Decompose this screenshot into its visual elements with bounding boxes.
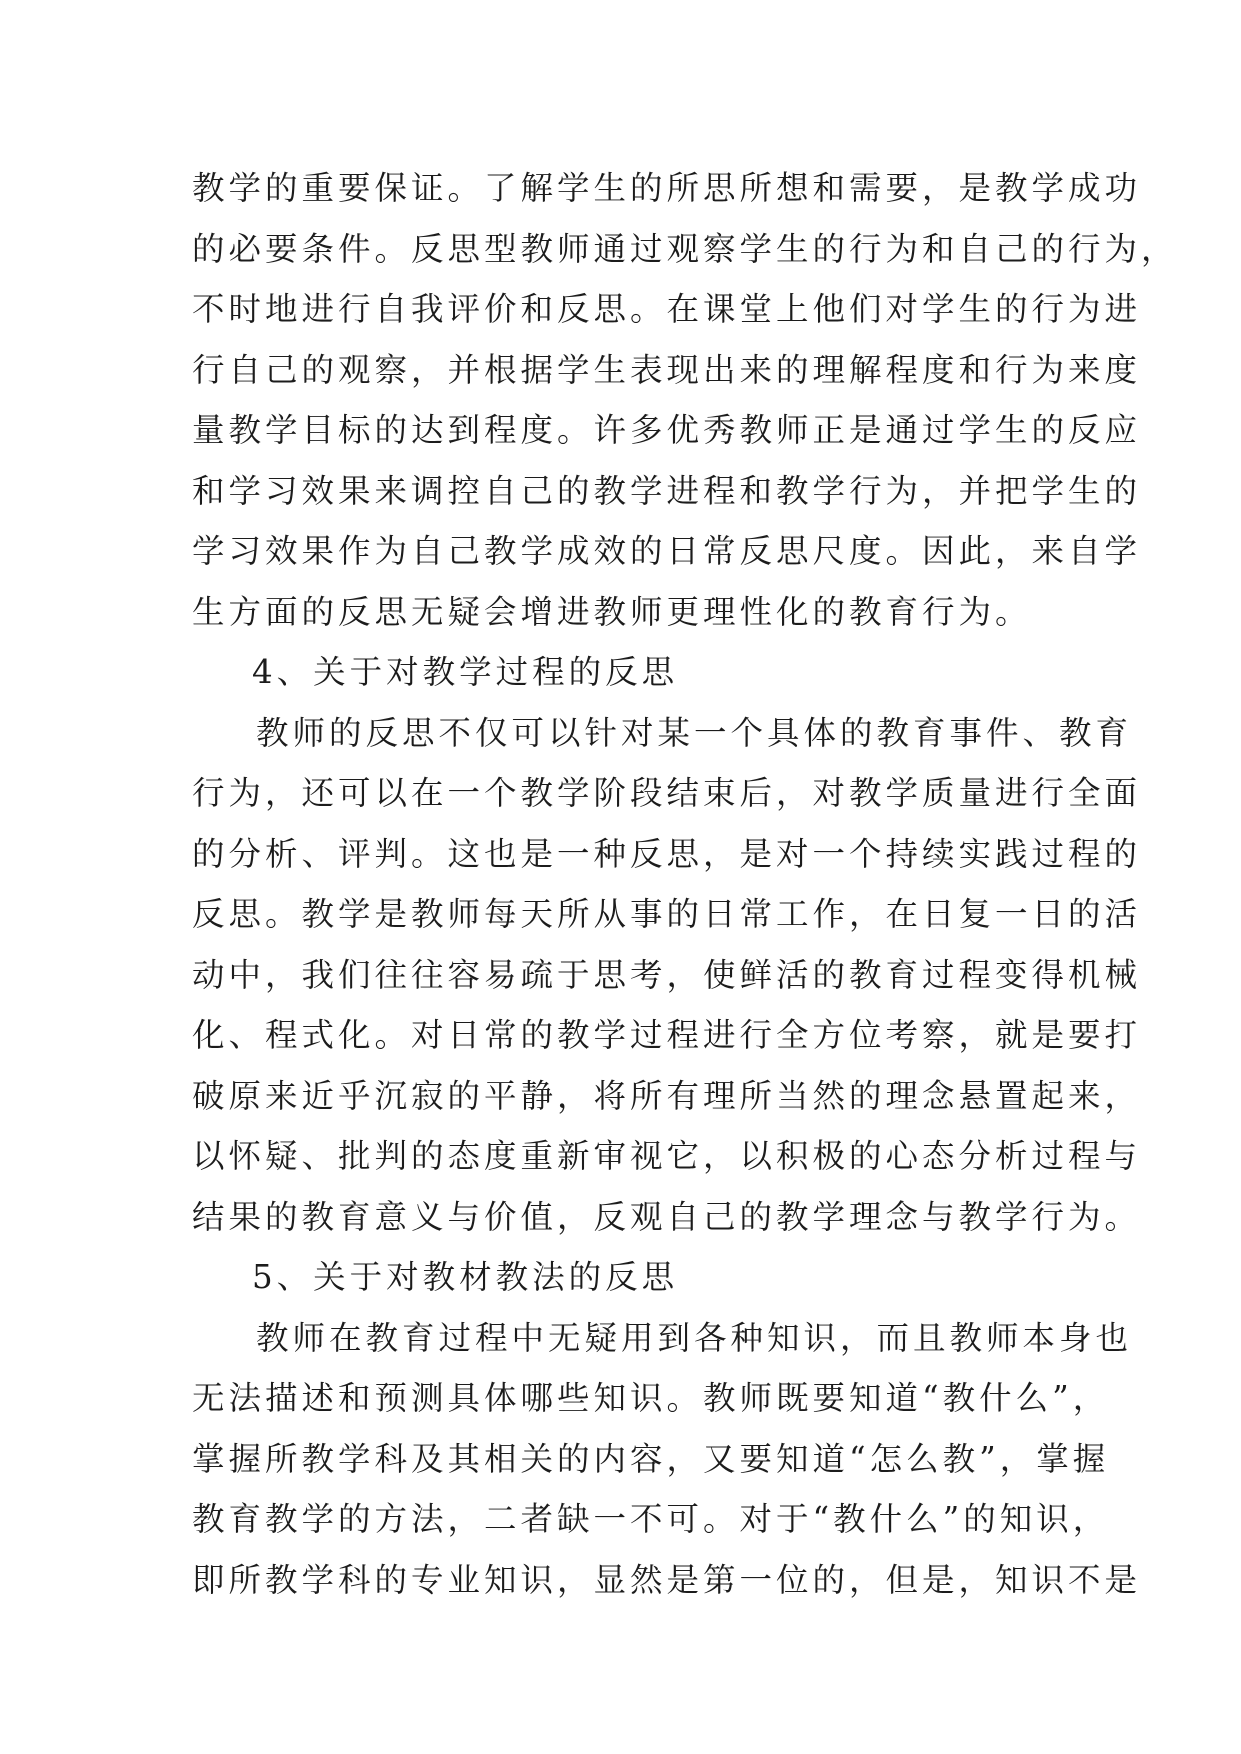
text-line: 无法描述和预测具体哪些知识。教师既要知道“教什么”， xyxy=(192,1379,1110,1417)
text-line: 行为，还可以在一个教学阶段结束后，对教学质量进行全面 xyxy=(192,774,1142,812)
paragraph-first-line: 教师在教育过程中无疑用到各种知识，而且教师本身也 xyxy=(256,1318,1133,1357)
text-line: 行自己的观察，并根据学生表现出来的理解程度和行为来度 xyxy=(192,350,1142,389)
section-heading: 4、关于对教学过程的反思 xyxy=(252,653,679,691)
text-line: 生方面的反思无疑会增进教师更理性化的教育行为。 xyxy=(192,592,1032,631)
text-line: 动中，我们往往容易疏于思考，使鲜活的教育过程变得机械 xyxy=(192,955,1142,994)
text-line: 掌握所教学科及其相关的内容，又要知道“怎么教”，掌握 xyxy=(192,1439,1110,1478)
text-line: 学习效果作为自己教学成效的日常反思尺度。因此，来自学 xyxy=(192,532,1142,570)
text-line: 的分析、评判。这也是一种反思，是对一个持续实践过程的 xyxy=(192,834,1142,873)
text-line: 量教学目标的达到程度。许多优秀教师正是通过学生的反应 xyxy=(192,411,1142,449)
paragraph-first-line: 教师的反思不仅可以针对某一个具体的教育事件、教育 xyxy=(256,713,1133,752)
text-line: 反思。教学是教师每天所从事的日常工作，在日复一日的活 xyxy=(192,895,1142,933)
section-heading: 5、关于对教材教法的反思 xyxy=(252,1258,679,1296)
text-line: 的必要条件。反思型教师通过观察学生的行为和自己的行为， xyxy=(192,229,1178,268)
text-line: 即所教学科的专业知识，显然是第一位的，但是，知识不是 xyxy=(192,1560,1142,1599)
text-line: 以怀疑、批判的态度重新审视它，以积极的心态分析过程与 xyxy=(192,1137,1142,1175)
text-line: 破原来近乎沉寂的平静，将所有理所当然的理念悬置起来， xyxy=(192,1076,1142,1115)
text-line: 和学习效果来调控自己的教学进程和教学行为，并把学生的 xyxy=(192,471,1142,510)
text-line: 教学的重要保证。了解学生的所思所想和需要，是教学成功 xyxy=(192,169,1142,207)
text-line: 结果的教育意义与价值，反观自己的教学理念与教学行为。 xyxy=(192,1197,1142,1236)
text-line: 化、程式化。对日常的教学过程进行全方位考察，就是要打 xyxy=(192,1016,1142,1054)
text-line: 教育教学的方法，二者缺一不可。对于“教什么”的知识， xyxy=(192,1500,1110,1538)
body-text xyxy=(192,158,1178,1610)
text-line: 不时地进行自我评价和反思。在课堂上他们对学生的行为进 xyxy=(192,290,1142,328)
